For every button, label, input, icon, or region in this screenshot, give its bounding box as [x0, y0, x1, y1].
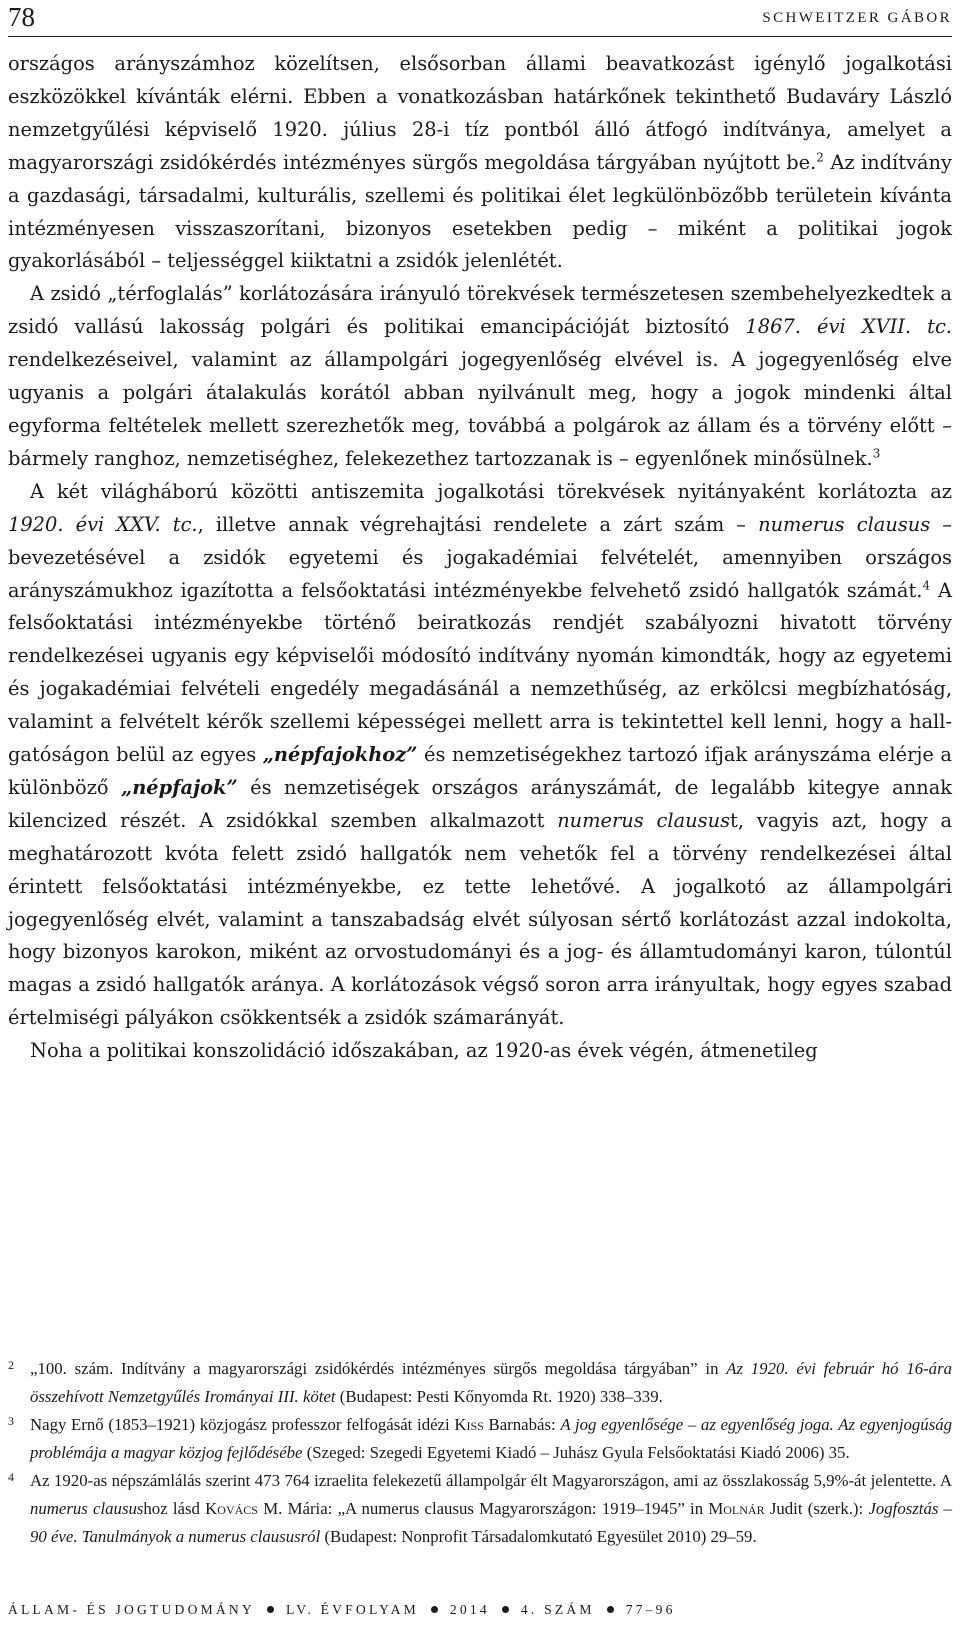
footnote-ref-4[interactable]: 4: [922, 578, 931, 593]
footnotes: [8, 1355, 952, 1551]
bullet-icon: [267, 1606, 274, 1613]
footnote-4: 4 Az 1920-as népszámlálás szerint 473 764 izraelita felekezetű állampolgár élt Magyarországon, ami az összlakosság 5,9%-át jelentette. A numerus clausushoz lásd Kovács M. Mária: „A numerus clausus Magyarországon: 1919–1945” in Molnár Judit (szerk.): Jogfosztás – 90 éve. Tanulmányok a numerus claususról (Budapest: Nonprofit Társadalomkutató Egyesület 2010) 29–59.: [8, 1467, 952, 1551]
bullet-icon: [431, 1606, 438, 1613]
journal-title: ÁLLAM- ÉS JOGTUDOMÁNY: [8, 1602, 255, 1617]
journal-volume: LV. ÉVFOLYAM: [285, 1602, 419, 1617]
journal-pages: 77–96: [625, 1602, 676, 1617]
bold-italic-term: „népfajokhoz”: [262, 743, 418, 767]
paragraph-4: Noha a politikai konszolidáció időszakában, az 1920-as évek végén, átmenetileg: [30, 1039, 818, 1063]
footnote-ref-2[interactable]: 2: [816, 150, 824, 165]
paragraph-2: A zsidó „térfoglalás” korlátozására irányuló törekvések természetesen szembehelyezkedtek a zsidó vallású lakosság polgári és politikai emancipációját biztosító 1867. évi XVII. tc. rendelkezéseivel, valamint az állampolgári jogegyenlőség elvével is. A jogegyenlőség elve ugyanis a polgári átalakulás korától abban nyilvánult meg, hogy a jogok mindenki által egyforma feltételek mellett szerezhetők meg, továbbá a polgárok az állam és a törvény előtt – bármely ranghoz, nemzetiséghez, felekezethez tartozzanak is – egyenlőnek minősülnek.$^3$: [8, 282, 952, 470]
law-citation: 1867. évi XVII. tc.: [745, 315, 952, 339]
italic-term: numerus clausus: [557, 808, 731, 832]
footnote-number: 4: [8, 1470, 14, 1484]
bullet-icon: [502, 1606, 509, 1613]
footnote-ref-3[interactable]: 3: [872, 446, 881, 461]
bullet-icon: [607, 1606, 614, 1613]
page-footer: [8, 1602, 952, 1618]
page-header: [8, 0, 952, 37]
footnote-number: 2: [8, 1358, 14, 1372]
law-citation: 1920. évi XXV. tc.: [8, 512, 198, 536]
paragraph-1: országos arányszámhoz közelítsen, elsősorban állami beavatkozást igénylő jogalkotási eszközökkel kívánták elérni. Ebben a vonatkozásban határkőnek tekinthető Budaváry László nemzetgyűlési képviselő 1920. július 28-i tíz pontból álló átfogó indítványa, amelyet a magyarországi zsidókérdés intézményes sürgős megoldása tárgyában nyújtott be.$^2$ Az indítvány a gazdasági, társadalmi, kulturális, szellemi és politikai élet legkülönbözőbb területein kívánta intézményesen visszaszorítani, bizonyos esetekben pedig – miként a politikai jogok gyakorlásából – teljességgel kiiktatni a zsidók jelenlétét.: [8, 52, 952, 273]
body-text: [8, 48, 952, 1068]
bold-italic-term: „népfajok”: [121, 775, 238, 799]
journal-year: 2014: [449, 1602, 490, 1617]
page-number: 78: [8, 2, 35, 32]
footnote-number: 3: [8, 1414, 14, 1428]
paragraph-3: A két világháború közötti antiszemita jogalkotási törekvések nyitányaként korlátozta az 1920. évi XXV. tc., illetve annak végrehajtási rendelete a zárt szám – numerus clausus – bevezetésével a zsidók egyetemi és jogakadémiai felvételét, amennyiben országos arányszámukhoz igazította a felsőoktatási intézményekbe felvehető zsidó hallgatók számát.$^4$ A felsőoktatási intézményekbe történő beiratkozás rendjét szabályozni hivatott törvény rendelkezései ugyanis egy képviselői módosító indítvány nyomán kimondták, hogy az egyetemi és jogakadémiai felvételi engedély megadásánál a nemzethűség, az erkölcsi megbízhatóság, valamint a felvételt kérők szellemi képességei mellett arra is tekintettel kell lenni, hogy a hallgatóságon belül az egyes „népfajokhoz” és nemzetiségekhez tartozó ifjak arányszáma elérje a különböző „népfajok” és nemzetiségek országos arányszámát, de legalább kitegye annak kilencized részét. A zsidókkal szemben alkalmazott numerus clausust, vagyis azt, hogy a meghatározott kvóta felett zsidó hallgatók nem vehetők fel a törvény rendelkezései által érintett felsőoktatási intézményekbe, ez tette lehetővé. A jogalkotó az állampolgári jogegyenlőség elvét, valamint a tanszabadság elvét súlyosan sértő korlátozást azzal indokolta, hogy bizonyos karokon, miként az orvostudományi és a jog- és államtudományi karon, túlontúl magas a zsidó hallgatók aránya. A korlátozások végső soron arra irányultak, hogy egyes szabad értelmiségi pályákon csökkentsék a zsidók számarányát.: [8, 479, 953, 1030]
journal-issue: 4. SZÁM: [520, 1602, 595, 1617]
italic-term: numerus clausus: [758, 512, 931, 536]
footnote-3: 3 Nagy Ernő (1853–1921) közjogász professzor felfogását idézi Kiss Barnabás: A jog egyenlősége – az egyenlőség joga. Az egyenjogúság problémája a magyar közjog fejlődésébe (Szeged: Szegedi Egyetemi Kiadó – Juhász Gyula Felsőoktatási Kiadó 2006) 35.: [8, 1411, 952, 1467]
running-head-author: SCHWEITZER GÁBOR: [762, 10, 952, 26]
footnote-2: 2 „100. szám. Indítvány a magyarországi zsidókérdés intézményes sürgős megoldása tárgyában” in Az 1920. évi február hó 16-ára összehívott Nemzetgyűlés Irományai III. kötet (Budapest: Pesti Kőnyomda Rt. 1920) 338–339.: [8, 1355, 952, 1411]
